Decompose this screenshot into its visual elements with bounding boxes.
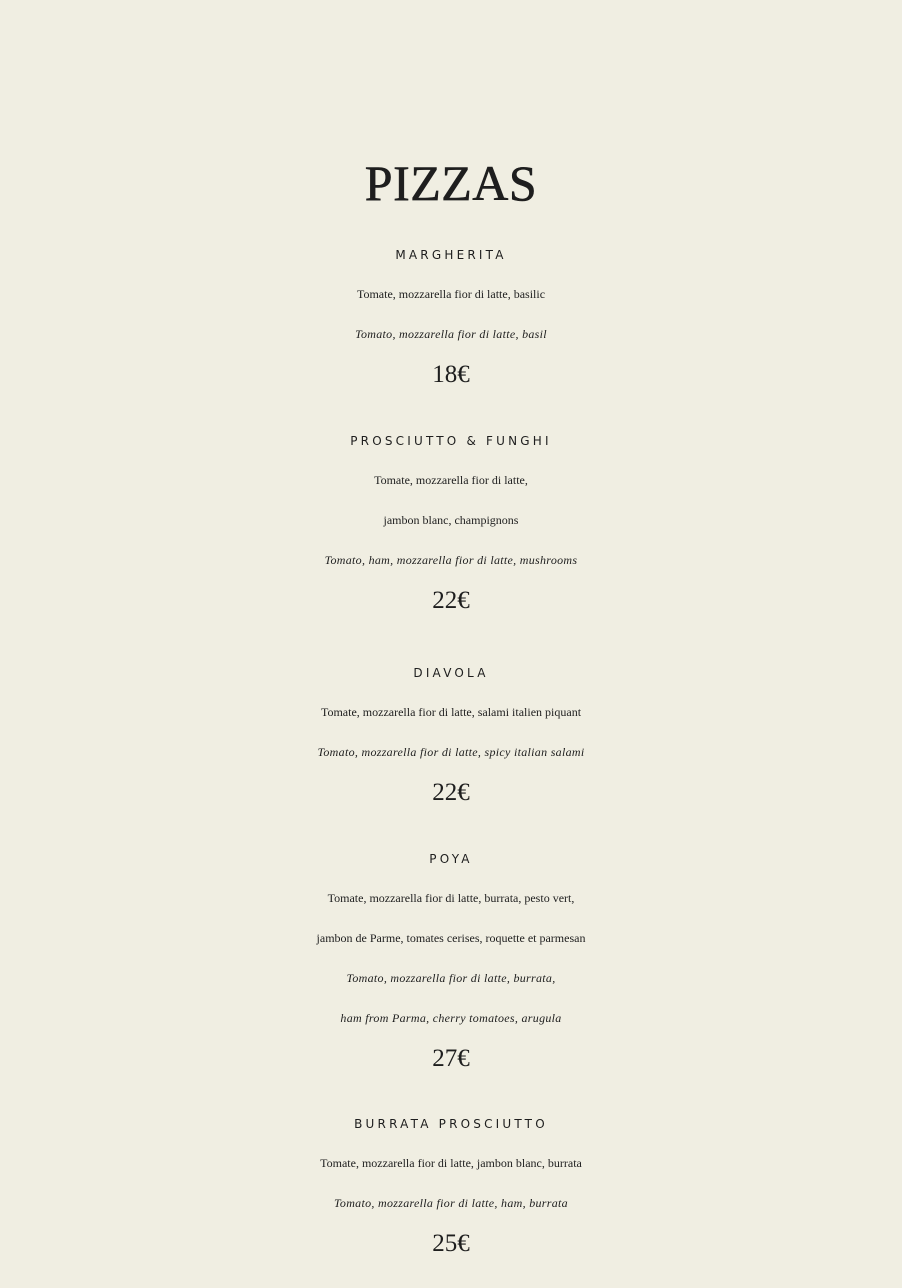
description-fr: Tomate, mozzarella fior di latte, salami italien piquant [320,705,582,719]
description-fr: Tomate, mozzarella fior di latte, burrata, pesto vert, [327,891,575,905]
description-fr: jambon blanc, champignons [383,513,519,527]
description-en: Tomato, mozzarella fior di latte, ham, burrata [334,1196,568,1210]
item-name: PROSCIUTTO & FUNGHI [350,434,552,448]
menu-item-burrata-prosciutto [0,1107,902,1265]
menu-item-poya [0,842,902,1080]
item-name: BURRATA PROSCIUTTO [354,1117,548,1131]
description-fr: Tomate, mozzarella fior di latte, jambon blanc, burrata [320,1156,582,1170]
description-en: ham from Parma, cherry tomatoes, arugula [340,1011,562,1025]
price: 25€ [432,1230,470,1257]
description-en: Tomato, mozzarella fior di latte, basil [355,327,547,341]
description-en: Tomato, mozzarella fior di latte, spicy italian salami [317,745,585,759]
description-en: Tomato, mozzarella fior di latte, burrata, [346,971,556,985]
item-name: DIAVOLA [413,666,489,680]
price: 27€ [432,1045,470,1072]
menu-item-diavola [0,656,902,814]
description-en: Tomato, ham, mozzarella fior di latte, mushrooms [324,553,578,567]
menu-item-prosciutto-funghi [0,424,902,622]
item-name: MARGHERITA [395,248,507,262]
price: 18€ [432,361,470,388]
price: 22€ [432,587,470,614]
price: 22€ [432,779,470,806]
description-fr: Tomate, mozzarella fior di latte, basilic [356,287,546,301]
page-title: PIZZAS [364,155,538,211]
menu-item-margherita [0,238,902,396]
description-fr: Tomate, mozzarella fior di latte, [374,473,528,487]
description-fr: jambon de Parme, tomates cerises, roquette et parmesan [316,931,586,945]
item-name: POYA [429,852,473,866]
